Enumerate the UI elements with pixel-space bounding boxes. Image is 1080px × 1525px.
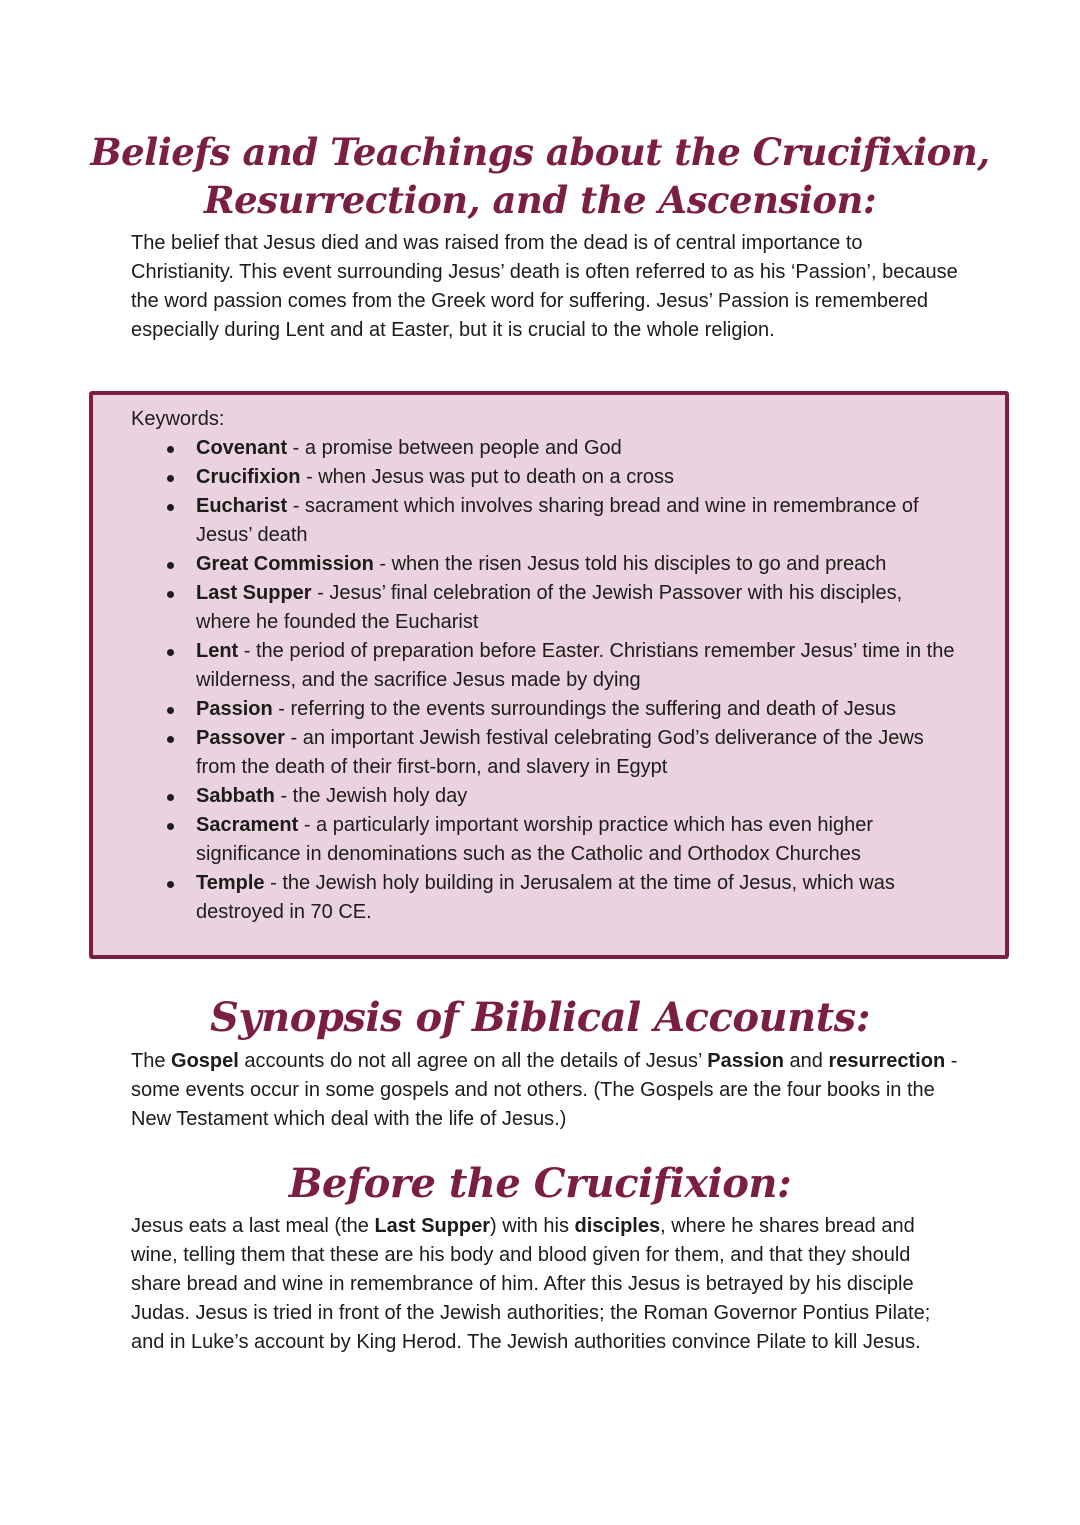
keyword-item-sabbath <box>131 782 961 811</box>
text-span: accounts do not all agree on all the details of Jesus’ <box>238 1050 708 1072</box>
synopsis-heading: Synopsis of Biblical Accounts: <box>210 994 870 1041</box>
keyword-definition: - an important Jewish festival celebrating God’s deliverance of the Jews from the death of their first-born, and slavery in Egypt <box>196 727 924 778</box>
bold-span: Gospel <box>171 1050 239 1072</box>
keyword-term: Covenant <box>196 437 288 459</box>
bullet-icon <box>167 736 174 743</box>
keyword-definition: - referring to the events surroundings the suffering and death of Jesus <box>272 698 897 720</box>
intro-paragraph: The belief that Jesus died and was raised from the dead is of central importance to Christianity. This event surrounding Jesus’ death is often referred to as his ‘Passion’, because the word passion comes from the Greek word for suffering. Jesus’ Passion is remembered especially during Lent and at Easter, but it is crucial to the whole religion. <box>131 232 958 341</box>
bullet-icon <box>167 504 174 511</box>
keyword-item-covenant <box>131 434 961 463</box>
keywords-label: Keywords: <box>131 408 225 430</box>
keyword-term: Great Commission <box>196 553 374 575</box>
synopsis-paragraph <box>131 1047 961 1134</box>
keyword-definition: - the Jewish holy day <box>274 785 468 807</box>
keyword-definition: - the period of preparation before Easter. Christians remember Jesus’ time in the wilderness, and the sacrifice Jesus made by dying <box>196 640 955 691</box>
text-span: ) with his <box>490 1215 575 1237</box>
bullet-icon <box>167 794 174 801</box>
keyword-term: Sacrament <box>196 814 299 836</box>
keyword-item-eucharist <box>131 492 961 550</box>
bullet-icon <box>167 649 174 656</box>
text-span: and <box>783 1050 829 1072</box>
keyword-term: Passion <box>196 698 273 720</box>
keyword-definition: - sacrament which involves sharing bread and wine in remembrance of Jesus’ death <box>196 495 919 546</box>
bullet-icon <box>167 475 174 482</box>
keyword-item-last-supper <box>131 579 961 637</box>
bold-span: Last Supper <box>374 1215 491 1237</box>
title-line-1: Beliefs and Teachings about the Crucifixion, <box>90 130 990 174</box>
keyword-item-passion <box>131 695 961 724</box>
page-title <box>0 128 1080 224</box>
keyword-term: Lent <box>196 640 239 662</box>
keyword-term: Passover <box>196 727 285 749</box>
bullet-icon <box>167 446 174 453</box>
bold-span: disciples <box>574 1215 661 1237</box>
keyword-definition: - Jesus’ final celebration of the Jewish Passover with his disciples, where he founded the Eucharist <box>196 582 903 633</box>
before-crucifixion-paragraph <box>131 1212 961 1357</box>
text-span: Jesus eats a last meal (the <box>131 1215 375 1237</box>
text-span: , where he shares bread and wine, telling them that these are his body and blood given for them, and that they should share bread and wine in remembrance of him. After this Jesus is betrayed by his disciple Judas. Jesus is tried in front of the Jewish authorities; the Roman Governor Pontius Pilate; and in Luke’s account by King Herod. The Jewish authorities convince Pilate to kill Jesus. <box>131 1215 931 1353</box>
text-span: - some events occur in some gospels and not others. (The Gospels are the four books in the New Testament which deal with the life of Jesus.) <box>131 1050 958 1130</box>
bullet-icon <box>167 562 174 569</box>
keywords-box <box>89 391 1009 959</box>
title-line-2: Resurrection, and the Ascension: <box>203 178 877 222</box>
bold-span: resurrection <box>828 1050 946 1072</box>
bold-span: Passion <box>707 1050 784 1072</box>
keyword-term: Last Supper <box>196 582 312 604</box>
keyword-term: Temple <box>196 872 265 894</box>
text-span: The <box>131 1050 172 1072</box>
keyword-term: Eucharist <box>196 495 288 517</box>
bullet-icon <box>167 823 174 830</box>
keyword-term: Crucifixion <box>196 466 301 488</box>
keyword-definition: - the Jewish holy building in Jerusalem at the time of Jesus, which was destroyed in 70 CE. <box>196 872 895 923</box>
bullet-icon <box>167 591 174 598</box>
keyword-definition: - when the risen Jesus told his disciples to go and preach <box>373 553 887 575</box>
keyword-item-temple <box>131 869 961 927</box>
keyword-term: Sabbath <box>196 785 275 807</box>
bullet-icon <box>167 881 174 888</box>
keyword-item-sacrament <box>131 811 961 869</box>
before-crucifixion-heading: Before the Crucifixion: <box>288 1160 792 1207</box>
keyword-definition: - when Jesus was put to death on a cross <box>300 466 674 488</box>
keyword-item-crucifixion <box>131 463 961 492</box>
keyword-definition: - a promise between people and God <box>287 437 622 459</box>
keyword-item-passover <box>131 724 961 782</box>
keywords-list <box>131 434 961 927</box>
keyword-item-great-commission <box>131 550 961 579</box>
keyword-item-lent <box>131 637 961 695</box>
keyword-definition: - a particularly important worship practice which has even higher significance in denominations such as the Catholic and Orthodox Churches <box>196 814 873 865</box>
bullet-icon <box>167 707 174 714</box>
